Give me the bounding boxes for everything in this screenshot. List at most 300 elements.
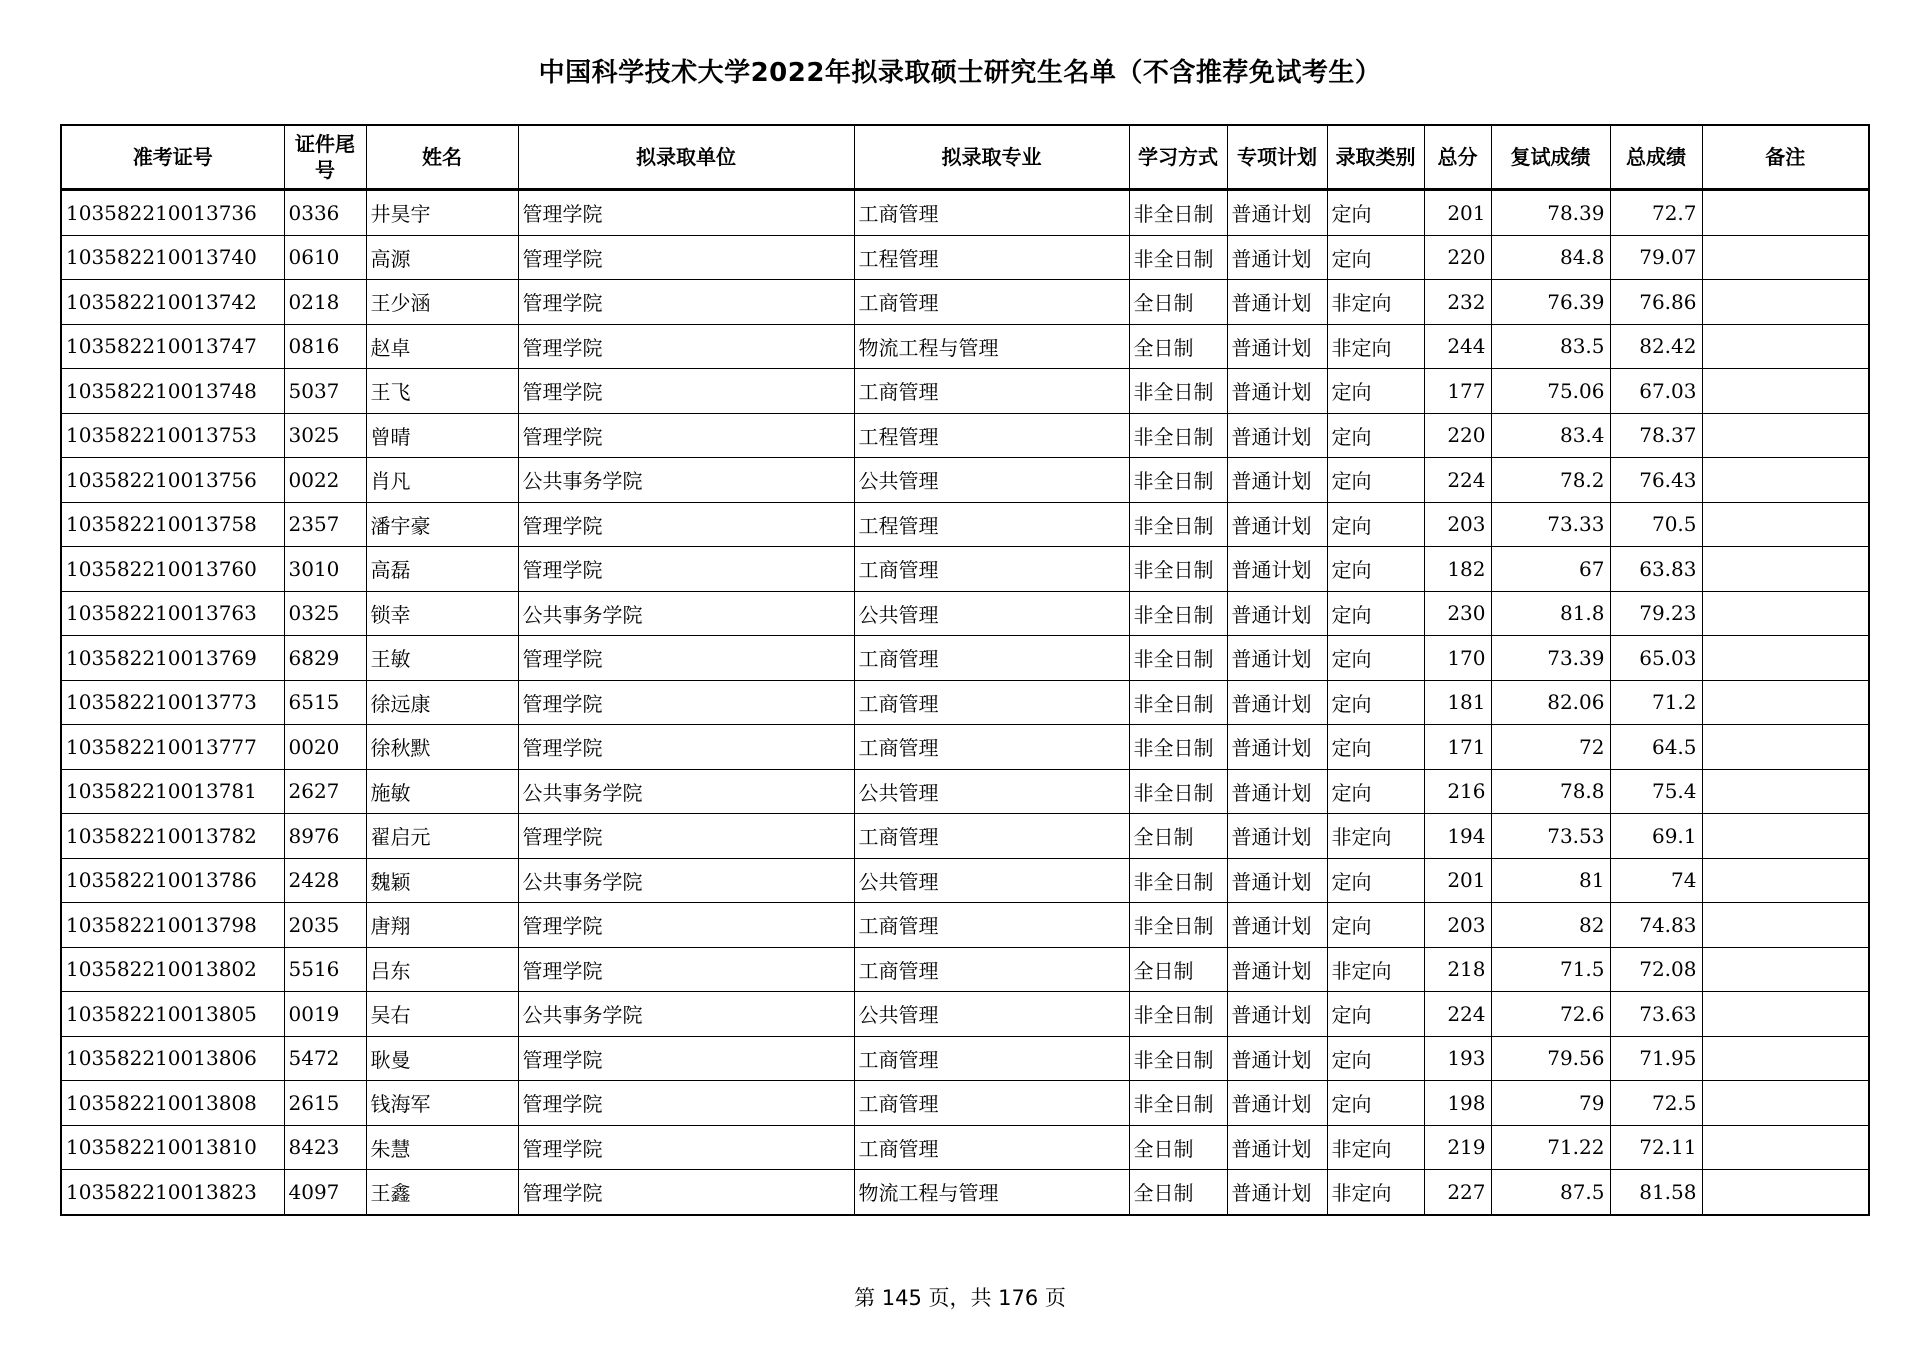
cell-total-score: 194: [1424, 814, 1491, 859]
cell-major: 工商管理: [854, 814, 1129, 859]
cell-total-score: 201: [1424, 858, 1491, 903]
cell-final-score: 71.95: [1610, 1036, 1702, 1081]
cell-name: 徐秋默: [366, 725, 518, 770]
header-remarks: 备注: [1702, 125, 1869, 190]
cell-major: 公共管理: [854, 458, 1129, 503]
cell-admission-type: 非定向: [1327, 1170, 1424, 1215]
cell-admission-type: 非定向: [1327, 324, 1424, 369]
cell-exam-id: 103582210013758: [61, 502, 284, 547]
cell-name: 徐远康: [366, 680, 518, 725]
cell-total-score: 203: [1424, 903, 1491, 948]
header-id-suffix: 证件尾号: [284, 125, 366, 190]
cell-name: 高源: [366, 235, 518, 280]
cell-remarks: [1702, 1036, 1869, 1081]
cell-special-plan: 普通计划: [1227, 591, 1327, 636]
cell-remarks: [1702, 502, 1869, 547]
cell-study-mode: 非全日制: [1129, 769, 1227, 814]
cell-major: 公共管理: [854, 769, 1129, 814]
cell-major: 工商管理: [854, 947, 1129, 992]
cell-name: 朱慧: [366, 1125, 518, 1170]
cell-exam-id: 103582210013769: [61, 636, 284, 681]
cell-name: 曾晴: [366, 413, 518, 458]
table-row: [61, 814, 1869, 859]
cell-exam-id: 103582210013747: [61, 324, 284, 369]
cell-exam-id: 103582210013736: [61, 190, 284, 236]
cell-admission-type: 定向: [1327, 235, 1424, 280]
cell-admission-type: 非定向: [1327, 947, 1424, 992]
cell-study-mode: 非全日制: [1129, 413, 1227, 458]
cell-study-mode: 非全日制: [1129, 992, 1227, 1037]
cell-unit: 管理学院: [518, 1125, 854, 1170]
cell-remarks: [1702, 947, 1869, 992]
cell-total-score: 227: [1424, 1170, 1491, 1215]
cell-admission-type: 定向: [1327, 769, 1424, 814]
cell-special-plan: 普通计划: [1227, 1081, 1327, 1126]
cell-admission-type: 定向: [1327, 1036, 1424, 1081]
cell-total-score: 230: [1424, 591, 1491, 636]
cell-study-mode: 非全日制: [1129, 636, 1227, 681]
cell-total-score: 198: [1424, 1081, 1491, 1126]
cell-unit: 公共事务学院: [518, 992, 854, 1037]
cell-admission-type: 定向: [1327, 458, 1424, 503]
header-exam-id: 准考证号: [61, 125, 284, 190]
cell-remarks: [1702, 814, 1869, 859]
cell-id-suffix: 0022: [284, 458, 366, 503]
cell-unit: 管理学院: [518, 1170, 854, 1215]
cell-major: 工商管理: [854, 903, 1129, 948]
cell-study-mode: 全日制: [1129, 814, 1227, 859]
cell-final-score: 76.86: [1610, 280, 1702, 325]
table-row: [61, 369, 1869, 414]
cell-final-score: 73.63: [1610, 992, 1702, 1037]
table-row: [61, 769, 1869, 814]
cell-unit: 管理学院: [518, 547, 854, 592]
table-row: [61, 636, 1869, 681]
cell-major: 工商管理: [854, 547, 1129, 592]
table-row: [61, 1081, 1869, 1126]
cell-study-mode: 非全日制: [1129, 190, 1227, 236]
cell-exam-id: 103582210013823: [61, 1170, 284, 1215]
cell-special-plan: 普通计划: [1227, 947, 1327, 992]
table-row: [61, 190, 1869, 236]
cell-major: 物流工程与管理: [854, 1170, 1129, 1215]
cell-unit: 管理学院: [518, 636, 854, 681]
cell-special-plan: 普通计划: [1227, 190, 1327, 236]
cell-admission-type: 定向: [1327, 1081, 1424, 1126]
cell-unit: 管理学院: [518, 1036, 854, 1081]
cell-unit: 公共事务学院: [518, 769, 854, 814]
table-row: [61, 547, 1869, 592]
cell-exam-id: 103582210013810: [61, 1125, 284, 1170]
cell-total-score: 220: [1424, 235, 1491, 280]
cell-special-plan: 普通计划: [1227, 1170, 1327, 1215]
cell-exam-id: 103582210013773: [61, 680, 284, 725]
cell-total-score: 193: [1424, 1036, 1491, 1081]
cell-retest-score: 79: [1491, 1081, 1610, 1126]
cell-id-suffix: 2615: [284, 1081, 366, 1126]
cell-name: 翟启元: [366, 814, 518, 859]
cell-unit: 管理学院: [518, 502, 854, 547]
cell-final-score: 79.07: [1610, 235, 1702, 280]
cell-exam-id: 103582210013740: [61, 235, 284, 280]
cell-study-mode: 非全日制: [1129, 458, 1227, 503]
cell-id-suffix: 6829: [284, 636, 366, 681]
cell-remarks: [1702, 413, 1869, 458]
cell-unit: 管理学院: [518, 280, 854, 325]
cell-id-suffix: 5516: [284, 947, 366, 992]
cell-retest-score: 78.39: [1491, 190, 1610, 236]
cell-special-plan: 普通计划: [1227, 814, 1327, 859]
cell-total-score: 182: [1424, 547, 1491, 592]
cell-retest-score: 83.4: [1491, 413, 1610, 458]
table-row: [61, 725, 1869, 770]
cell-retest-score: 73.53: [1491, 814, 1610, 859]
cell-id-suffix: 2035: [284, 903, 366, 948]
cell-name: 吕东: [366, 947, 518, 992]
cell-study-mode: 非全日制: [1129, 369, 1227, 414]
cell-exam-id: 103582210013782: [61, 814, 284, 859]
cell-admission-type: 非定向: [1327, 280, 1424, 325]
cell-name: 王飞: [366, 369, 518, 414]
cell-study-mode: 非全日制: [1129, 680, 1227, 725]
table-row: [61, 280, 1869, 325]
cell-admission-type: 定向: [1327, 725, 1424, 770]
cell-special-plan: 普通计划: [1227, 992, 1327, 1037]
cell-id-suffix: 0325: [284, 591, 366, 636]
cell-total-score: 220: [1424, 413, 1491, 458]
cell-final-score: 69.1: [1610, 814, 1702, 859]
cell-final-score: 70.5: [1610, 502, 1702, 547]
cell-special-plan: 普通计划: [1227, 636, 1327, 681]
cell-unit: 管理学院: [518, 1081, 854, 1126]
cell-admission-type: 定向: [1327, 680, 1424, 725]
page-title: 中国科学技术大学2022年拟录取硕士研究生名单（不含推荐免试考生）: [538, 58, 1382, 88]
cell-name: 王鑫: [366, 1170, 518, 1215]
cell-unit: 管理学院: [518, 903, 854, 948]
cell-major: 工商管理: [854, 280, 1129, 325]
cell-id-suffix: 0610: [284, 235, 366, 280]
cell-special-plan: 普通计划: [1227, 502, 1327, 547]
cell-major: 工商管理: [854, 636, 1129, 681]
cell-admission-type: 定向: [1327, 369, 1424, 414]
cell-exam-id: 103582210013786: [61, 858, 284, 903]
cell-retest-score: 73.39: [1491, 636, 1610, 681]
cell-special-plan: 普通计划: [1227, 903, 1327, 948]
cell-special-plan: 普通计划: [1227, 1036, 1327, 1081]
table-row: [61, 947, 1869, 992]
page-footer: 第 145 页，共 176 页: [854, 1286, 1066, 1310]
table-row: [61, 1125, 1869, 1170]
cell-final-score: 64.5: [1610, 725, 1702, 770]
cell-unit: 管理学院: [518, 369, 854, 414]
cell-retest-score: 83.5: [1491, 324, 1610, 369]
cell-remarks: [1702, 1081, 1869, 1126]
cell-admission-type: 非定向: [1327, 1125, 1424, 1170]
cell-unit: 管理学院: [518, 235, 854, 280]
cell-retest-score: 82.06: [1491, 680, 1610, 725]
cell-retest-score: 73.33: [1491, 502, 1610, 547]
cell-special-plan: 普通计划: [1227, 324, 1327, 369]
cell-admission-type: 定向: [1327, 636, 1424, 681]
cell-remarks: [1702, 190, 1869, 236]
cell-exam-id: 103582210013805: [61, 992, 284, 1037]
table-body: [61, 190, 1869, 1215]
cell-special-plan: 普通计划: [1227, 769, 1327, 814]
cell-total-score: 216: [1424, 769, 1491, 814]
table-header-row: [61, 125, 1869, 190]
cell-name: 王少涵: [366, 280, 518, 325]
cell-retest-score: 82: [1491, 903, 1610, 948]
cell-unit: 管理学院: [518, 947, 854, 992]
cell-exam-id: 103582210013748: [61, 369, 284, 414]
cell-final-score: 71.2: [1610, 680, 1702, 725]
header-study-mode: 学习方式: [1129, 125, 1227, 190]
cell-final-score: 75.4: [1610, 769, 1702, 814]
cell-unit: 管理学院: [518, 190, 854, 236]
table-row: [61, 235, 1869, 280]
cell-remarks: [1702, 858, 1869, 903]
cell-final-score: 78.37: [1610, 413, 1702, 458]
cell-name: 施敏: [366, 769, 518, 814]
cell-admission-type: 定向: [1327, 190, 1424, 236]
cell-retest-score: 81: [1491, 858, 1610, 903]
cell-retest-score: 81.8: [1491, 591, 1610, 636]
cell-exam-id: 103582210013802: [61, 947, 284, 992]
cell-total-score: 177: [1424, 369, 1491, 414]
cell-remarks: [1702, 458, 1869, 503]
cell-unit: 公共事务学院: [518, 591, 854, 636]
cell-major: 工商管理: [854, 1125, 1129, 1170]
cell-total-score: 224: [1424, 992, 1491, 1037]
cell-study-mode: 非全日制: [1129, 725, 1227, 770]
cell-unit: 公共事务学院: [518, 858, 854, 903]
cell-retest-score: 87.5: [1491, 1170, 1610, 1215]
cell-name: 肖凡: [366, 458, 518, 503]
cell-id-suffix: 2357: [284, 502, 366, 547]
cell-final-score: 72.5: [1610, 1081, 1702, 1126]
cell-retest-score: 76.39: [1491, 280, 1610, 325]
cell-unit: 管理学院: [518, 814, 854, 859]
cell-exam-id: 103582210013760: [61, 547, 284, 592]
cell-special-plan: 普通计划: [1227, 547, 1327, 592]
cell-final-score: 81.58: [1610, 1170, 1702, 1215]
cell-remarks: [1702, 591, 1869, 636]
cell-remarks: [1702, 369, 1869, 414]
cell-final-score: 76.43: [1610, 458, 1702, 503]
cell-admission-type: 非定向: [1327, 814, 1424, 859]
header-admission-type: 录取类别: [1327, 125, 1424, 190]
cell-special-plan: 普通计划: [1227, 1125, 1327, 1170]
cell-retest-score: 75.06: [1491, 369, 1610, 414]
cell-id-suffix: 0020: [284, 725, 366, 770]
cell-special-plan: 普通计划: [1227, 458, 1327, 503]
cell-final-score: 74: [1610, 858, 1702, 903]
cell-retest-score: 78.8: [1491, 769, 1610, 814]
cell-id-suffix: 3025: [284, 413, 366, 458]
cell-final-score: 72.7: [1610, 190, 1702, 236]
cell-id-suffix: 3010: [284, 547, 366, 592]
cell-retest-score: 71.22: [1491, 1125, 1610, 1170]
cell-name: 魏颖: [366, 858, 518, 903]
cell-exam-id: 103582210013756: [61, 458, 284, 503]
cell-major: 工商管理: [854, 1081, 1129, 1126]
cell-final-score: 72.08: [1610, 947, 1702, 992]
cell-special-plan: 普通计划: [1227, 369, 1327, 414]
cell-special-plan: 普通计划: [1227, 725, 1327, 770]
cell-final-score: 65.03: [1610, 636, 1702, 681]
cell-admission-type: 定向: [1327, 502, 1424, 547]
cell-remarks: [1702, 1170, 1869, 1215]
cell-major: 工商管理: [854, 680, 1129, 725]
cell-study-mode: 全日制: [1129, 1170, 1227, 1215]
cell-retest-score: 71.5: [1491, 947, 1610, 992]
cell-id-suffix: 2428: [284, 858, 366, 903]
cell-study-mode: 全日制: [1129, 1125, 1227, 1170]
cell-admission-type: 定向: [1327, 858, 1424, 903]
cell-name: 潘宇豪: [366, 502, 518, 547]
cell-unit: 管理学院: [518, 725, 854, 770]
table-row: [61, 903, 1869, 948]
cell-major: 公共管理: [854, 858, 1129, 903]
cell-study-mode: 非全日制: [1129, 903, 1227, 948]
cell-id-suffix: 5472: [284, 1036, 366, 1081]
cell-study-mode: 非全日制: [1129, 235, 1227, 280]
cell-name: 唐翔: [366, 903, 518, 948]
cell-name: 钱海军: [366, 1081, 518, 1126]
table-row: [61, 1170, 1869, 1215]
cell-retest-score: 72: [1491, 725, 1610, 770]
cell-remarks: [1702, 280, 1869, 325]
cell-final-score: 74.83: [1610, 903, 1702, 948]
cell-major: 工商管理: [854, 1036, 1129, 1081]
cell-retest-score: 67: [1491, 547, 1610, 592]
header-major: 拟录取专业: [854, 125, 1129, 190]
cell-remarks: [1702, 235, 1869, 280]
cell-id-suffix: 2627: [284, 769, 366, 814]
table-row: [61, 413, 1869, 458]
cell-major: 工商管理: [854, 369, 1129, 414]
cell-total-score: 232: [1424, 280, 1491, 325]
cell-id-suffix: 8423: [284, 1125, 366, 1170]
cell-remarks: [1702, 547, 1869, 592]
cell-id-suffix: 4097: [284, 1170, 366, 1215]
cell-id-suffix: 0019: [284, 992, 366, 1037]
table-row: [61, 324, 1869, 369]
cell-unit: 管理学院: [518, 324, 854, 369]
cell-name: 耿曼: [366, 1036, 518, 1081]
cell-remarks: [1702, 992, 1869, 1037]
cell-id-suffix: 5037: [284, 369, 366, 414]
cell-major: 工程管理: [854, 413, 1129, 458]
header-final-score: 总成绩: [1610, 125, 1702, 190]
cell-special-plan: 普通计划: [1227, 413, 1327, 458]
cell-remarks: [1702, 680, 1869, 725]
cell-total-score: 171: [1424, 725, 1491, 770]
cell-exam-id: 103582210013798: [61, 903, 284, 948]
cell-admission-type: 定向: [1327, 992, 1424, 1037]
cell-admission-type: 定向: [1327, 413, 1424, 458]
cell-id-suffix: 6515: [284, 680, 366, 725]
table-row: [61, 858, 1869, 903]
cell-name: 井昊宇: [366, 190, 518, 236]
cell-name: 赵卓: [366, 324, 518, 369]
cell-admission-type: 定向: [1327, 591, 1424, 636]
cell-unit: 管理学院: [518, 413, 854, 458]
cell-major: 公共管理: [854, 992, 1129, 1037]
cell-final-score: 82.42: [1610, 324, 1702, 369]
cell-special-plan: 普通计划: [1227, 680, 1327, 725]
cell-id-suffix: 0218: [284, 280, 366, 325]
cell-total-score: 181: [1424, 680, 1491, 725]
cell-final-score: 63.83: [1610, 547, 1702, 592]
header-unit: 拟录取单位: [518, 125, 854, 190]
cell-total-score: 170: [1424, 636, 1491, 681]
cell-major: 公共管理: [854, 591, 1129, 636]
cell-admission-type: 定向: [1327, 903, 1424, 948]
cell-study-mode: 非全日制: [1129, 547, 1227, 592]
cell-exam-id: 103582210013763: [61, 591, 284, 636]
cell-study-mode: 非全日制: [1129, 502, 1227, 547]
cell-study-mode: 全日制: [1129, 324, 1227, 369]
cell-remarks: [1702, 769, 1869, 814]
cell-major: 工商管理: [854, 190, 1129, 236]
cell-final-score: 67.03: [1610, 369, 1702, 414]
cell-remarks: [1702, 1125, 1869, 1170]
cell-unit: 管理学院: [518, 680, 854, 725]
header-name: 姓名: [366, 125, 518, 190]
cell-retest-score: 78.2: [1491, 458, 1610, 503]
cell-major: 工程管理: [854, 235, 1129, 280]
header-retest-score: 复试成绩: [1491, 125, 1610, 190]
cell-final-score: 72.11: [1610, 1125, 1702, 1170]
cell-final-score: 79.23: [1610, 591, 1702, 636]
table-row: [61, 502, 1869, 547]
cell-id-suffix: 8976: [284, 814, 366, 859]
cell-id-suffix: 0816: [284, 324, 366, 369]
cell-study-mode: 非全日制: [1129, 858, 1227, 903]
cell-special-plan: 普通计划: [1227, 858, 1327, 903]
cell-exam-id: 103582210013753: [61, 413, 284, 458]
cell-exam-id: 103582210013808: [61, 1081, 284, 1126]
cell-total-score: 219: [1424, 1125, 1491, 1170]
cell-total-score: 244: [1424, 324, 1491, 369]
cell-remarks: [1702, 324, 1869, 369]
table-row: [61, 1036, 1869, 1081]
cell-admission-type: 定向: [1327, 547, 1424, 592]
cell-retest-score: 72.6: [1491, 992, 1610, 1037]
header-special-plan: 专项计划: [1227, 125, 1327, 190]
cell-total-score: 203: [1424, 502, 1491, 547]
table-row: [61, 458, 1869, 503]
cell-remarks: [1702, 636, 1869, 681]
cell-major: 工程管理: [854, 502, 1129, 547]
cell-exam-id: 103582210013742: [61, 280, 284, 325]
cell-special-plan: 普通计划: [1227, 235, 1327, 280]
cell-name: 高磊: [366, 547, 518, 592]
cell-exam-id: 103582210013781: [61, 769, 284, 814]
cell-remarks: [1702, 725, 1869, 770]
header-total-score: 总分: [1424, 125, 1491, 190]
cell-total-score: 218: [1424, 947, 1491, 992]
admission-table: [60, 124, 1870, 1216]
cell-major: 工商管理: [854, 725, 1129, 770]
cell-id-suffix: 0336: [284, 190, 366, 236]
cell-name: 吴右: [366, 992, 518, 1037]
cell-retest-score: 79.56: [1491, 1036, 1610, 1081]
cell-special-plan: 普通计划: [1227, 280, 1327, 325]
cell-study-mode: 全日制: [1129, 947, 1227, 992]
table-row: [61, 992, 1869, 1037]
